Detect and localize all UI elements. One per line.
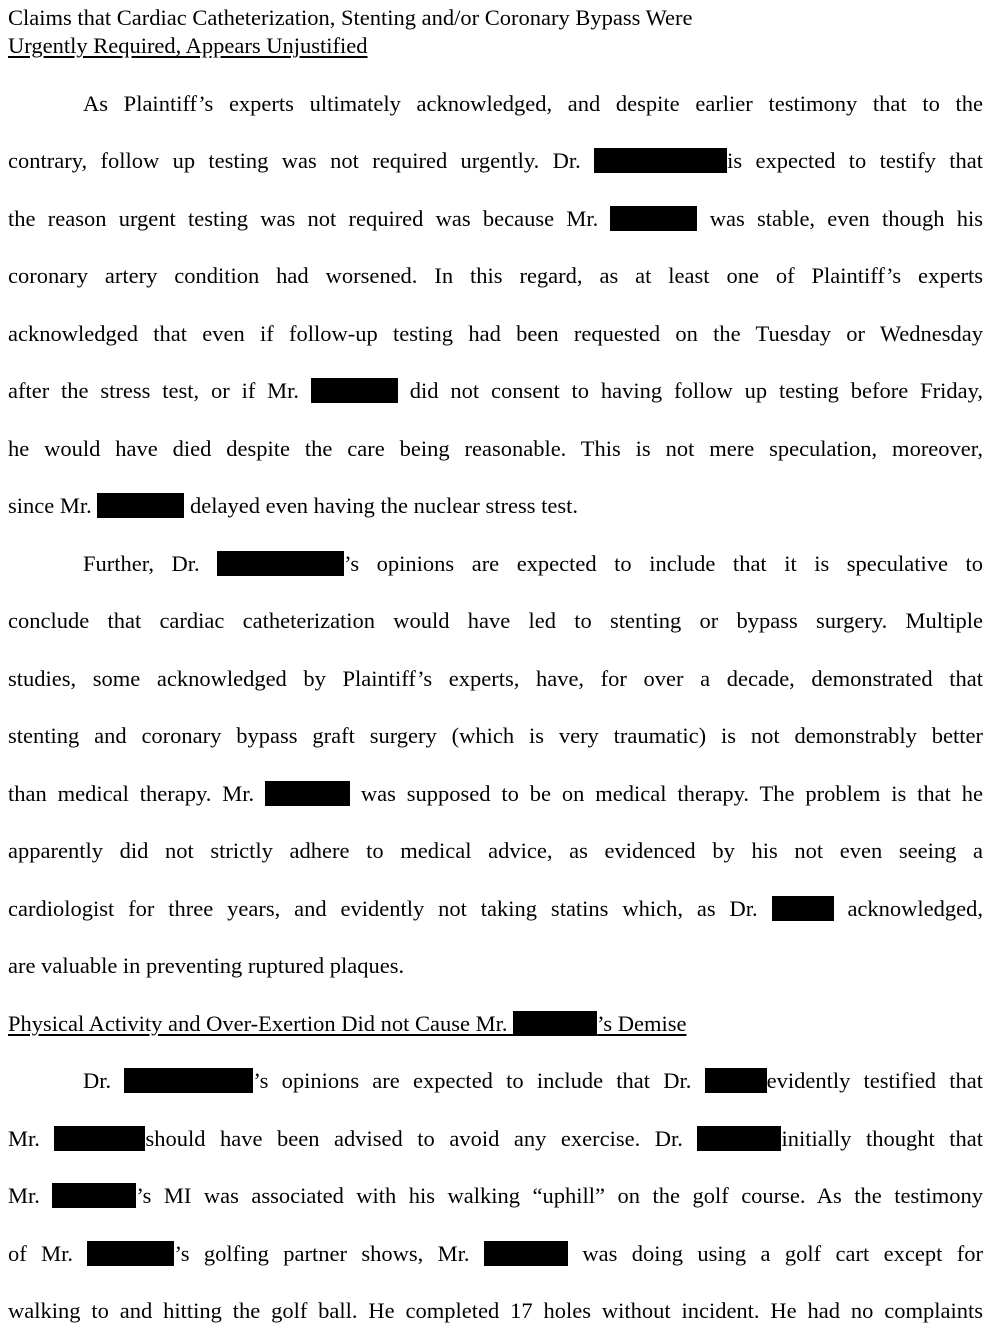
text-span: evidently testified that <box>766 1068 983 1093</box>
text-span: stenting and coronary bypass graft surgery (which is very traumatic) is not demonstrably better <box>8 723 983 748</box>
text-span: Dr. <box>83 1068 112 1093</box>
text-span: was supposed to be on medical therapy. The problem is that he <box>360 781 983 806</box>
text-span: conclude that cardiac catheterization would have led to stenting or bypass surgery. Multiple <box>8 608 983 633</box>
text-span: was doing using a golf cart except for <box>582 1241 984 1266</box>
paragraph-line <box>8 433 983 465</box>
text-span: was stable, even though his <box>709 206 984 231</box>
paragraph-line <box>8 548 983 580</box>
redaction-block <box>124 1068 253 1093</box>
text-span: walking to and hitting the golf ball. He completed 17 holes without incident. He had no complaints <box>8 1298 983 1323</box>
redaction-block <box>265 781 350 806</box>
text-span: contrary, follow up testing was not required urgently. Dr. <box>8 148 581 173</box>
text-span: after the stress test, or if Mr. <box>8 378 300 403</box>
text-span: Mr. <box>8 1126 40 1151</box>
redaction-block <box>705 1068 767 1093</box>
redaction-block <box>54 1126 145 1151</box>
heading-text: Urgently Required, Appears Unjustified <box>8 33 368 58</box>
text-span: coronary artery condition had worsened. In this regard, as at least one of Plaintiff’s experts <box>8 263 983 288</box>
text-span: delayed even having the nuclear stress test. <box>190 493 578 518</box>
text-span: Mr. <box>8 1183 40 1208</box>
redaction-block <box>52 1183 136 1208</box>
redaction-block <box>610 206 697 231</box>
text-span: studies, some acknowledged by Plaintiff’s experts, have, for over a decade, demonstrated that <box>8 666 983 691</box>
paragraph-line <box>8 950 983 982</box>
text-span: is expected to testify that <box>727 148 983 173</box>
text-span: initially thought that <box>781 1126 984 1151</box>
heading-text: Physical Activity and Over-Exertion Did not Cause Mr. <box>8 1011 508 1036</box>
paragraph-line <box>8 605 983 637</box>
redaction-block <box>311 378 398 403</box>
text-span: since Mr. <box>8 493 92 518</box>
text-span: the reason urgent testing was not required was because Mr. <box>8 206 599 231</box>
text-span: acknowledged, <box>847 896 984 921</box>
paragraph-line <box>8 1123 983 1155</box>
text-span: As Plaintiff’s experts ultimately acknowledged, and despite earlier testimony that to the <box>83 91 983 116</box>
paragraph-line <box>8 203 983 235</box>
redaction-block <box>217 551 344 576</box>
paragraph-line <box>8 893 983 925</box>
paragraph-line <box>8 260 983 292</box>
paragraph-line <box>8 1180 983 1212</box>
section-heading-line-2 <box>8 30 983 62</box>
redaction-block <box>772 896 834 921</box>
paragraph-line <box>8 1238 983 1270</box>
text-span: acknowledged that even if follow-up testing had been requested on the Tuesday or Wednesday <box>8 321 983 346</box>
heading-text: Claims that Cardiac Catheterization, Stenting and/or Coronary Bypass Were <box>8 5 693 30</box>
paragraph-line <box>8 88 983 120</box>
paragraph-line <box>8 720 983 752</box>
paragraph-line <box>8 663 983 695</box>
heading-text: ’s Demise <box>597 1011 687 1036</box>
text-span: ’s opinions are expected to include that Dr. <box>253 1068 692 1093</box>
text-span: than medical therapy. Mr. <box>8 781 255 806</box>
paragraph-line <box>8 1065 983 1097</box>
text-span: ’s MI was associated with his walking “uphill” on the golf course. As the testimony <box>136 1183 984 1208</box>
paragraph-line <box>8 490 983 522</box>
text-span: Further, Dr. <box>83 551 200 576</box>
redaction-block <box>97 493 184 518</box>
text-span: apparently did not strictly adhere to medical advice, as evidenced by his not even seeing a <box>8 838 983 863</box>
text-span: cardiologist for three years, and evidently not taking statins which, as Dr. <box>8 896 758 921</box>
paragraph-line <box>8 145 983 177</box>
text-span: are valuable in preventing ruptured plaques. <box>8 953 405 978</box>
redaction-block <box>513 1011 597 1036</box>
paragraph-line <box>8 778 983 810</box>
text-span: ’s opinions are expected to include that it is speculative to <box>344 551 983 576</box>
text-span: did not consent to having follow up testing before Friday, <box>409 378 984 403</box>
paragraph-line <box>8 1295 983 1327</box>
text-span: he would have died despite the care being reasonable. This is not mere speculation, moreover, <box>8 436 983 461</box>
redaction-block <box>484 1241 568 1266</box>
redaction-block <box>697 1126 781 1151</box>
text-span: should have been advised to avoid any exercise. Dr. <box>145 1126 683 1151</box>
redaction-block <box>594 148 727 173</box>
paragraph-line <box>8 375 983 407</box>
paragraph-line <box>8 318 983 350</box>
section-heading <box>8 1008 983 1040</box>
text-span: ’s golfing partner shows, Mr. <box>174 1241 470 1266</box>
redaction-block <box>87 1241 174 1266</box>
paragraph-line <box>8 835 983 867</box>
text-span: of Mr. <box>8 1241 74 1266</box>
